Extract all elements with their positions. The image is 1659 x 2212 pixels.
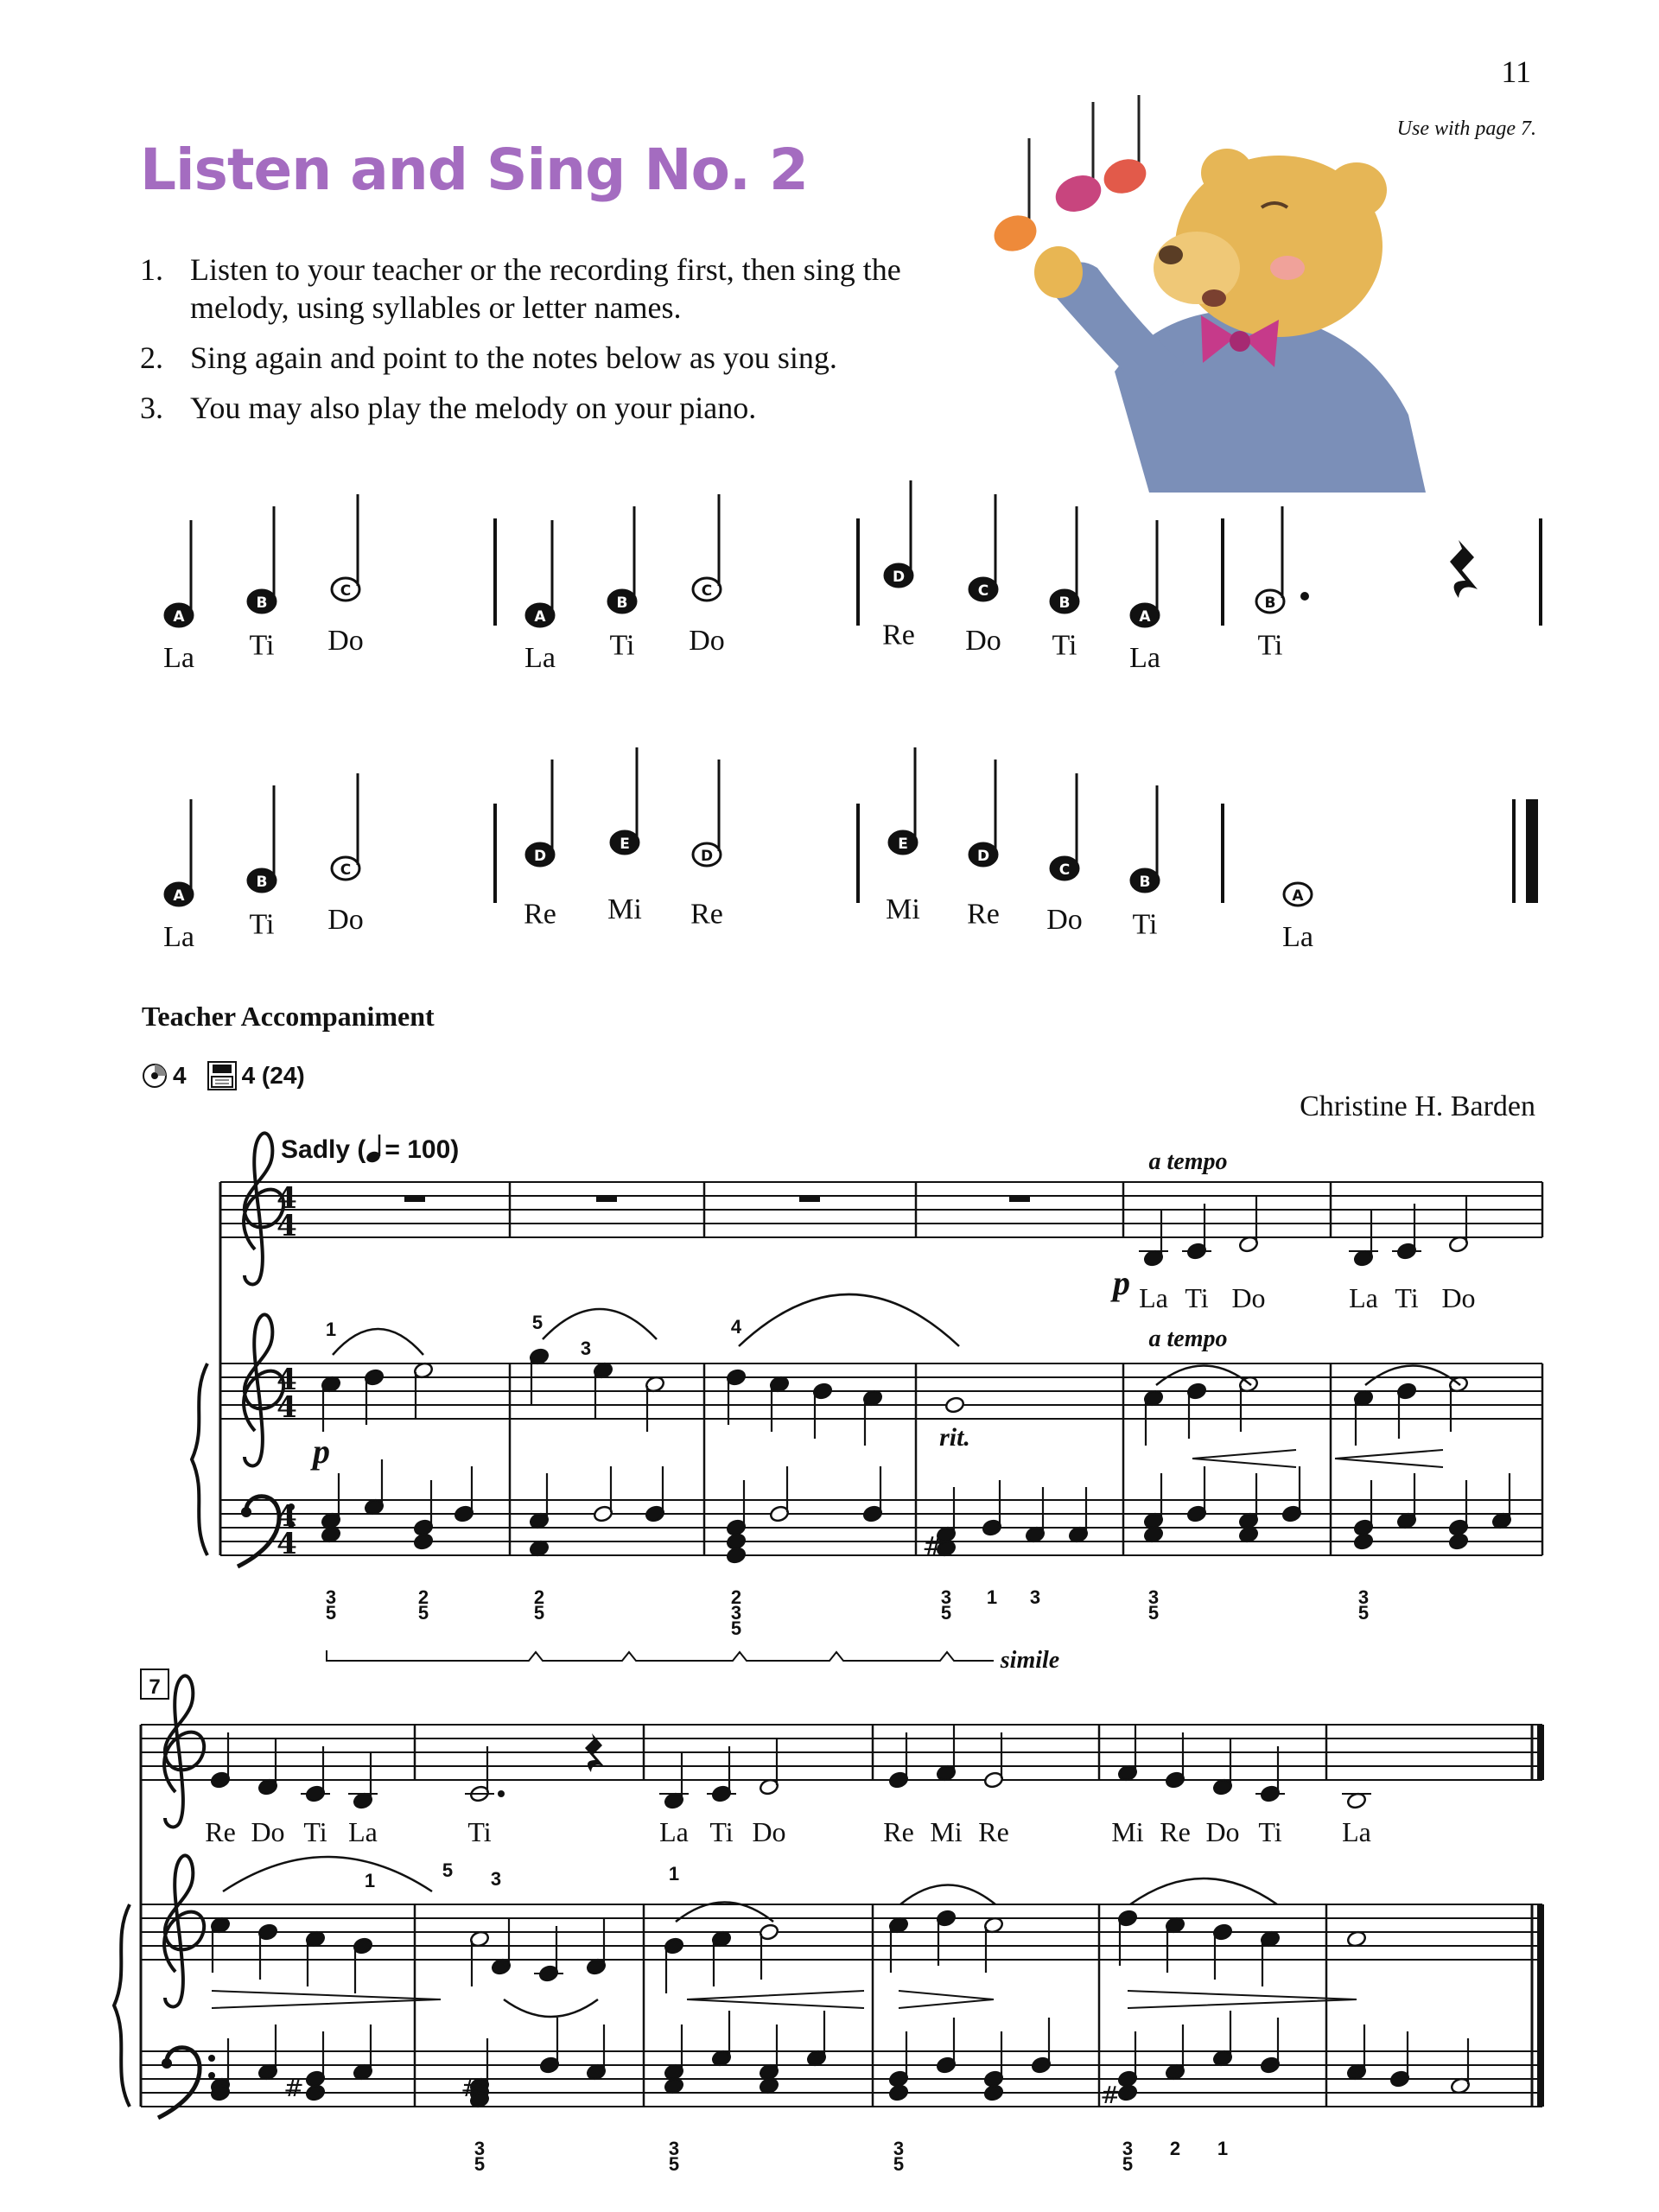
teacher-accompaniment-label: Teacher Accompaniment bbox=[142, 1001, 435, 1032]
slur bbox=[504, 1999, 598, 2017]
dynamic-p: p bbox=[1113, 1263, 1130, 1302]
solfege-syllable: Ti bbox=[1132, 908, 1158, 941]
letter-note bbox=[1051, 506, 1078, 662]
voice-note bbox=[1139, 1211, 1168, 1267]
lh-note bbox=[1353, 1480, 1374, 1536]
note-letter: D bbox=[892, 569, 906, 586]
use-with-note: Use with page 7. bbox=[1396, 118, 1536, 140]
lh-note bbox=[1117, 2031, 1138, 2088]
sharp-icon: # bbox=[922, 1532, 944, 1562]
note-letter: A bbox=[1292, 887, 1304, 905]
lh-note bbox=[769, 1466, 790, 1522]
solfege-syllable: Re bbox=[882, 619, 915, 652]
grand-staff-brace bbox=[114, 1904, 130, 2107]
lh-note bbox=[586, 2024, 607, 2081]
cd-track-number: 4 bbox=[173, 1062, 187, 1089]
letter-note bbox=[1131, 785, 1159, 941]
accompaniment-system-2 bbox=[114, 1669, 1544, 2175]
solfege-syllable: Do bbox=[327, 904, 364, 936]
lh-note bbox=[1396, 1473, 1417, 1529]
tempo-marking: Sadly ( = 100) bbox=[281, 1135, 460, 1164]
fingering: 5 bbox=[668, 2153, 680, 2175]
whole-rest-icon bbox=[404, 1196, 425, 1202]
rh-note bbox=[664, 1937, 684, 1993]
dot bbox=[498, 1790, 505, 1797]
rh-note bbox=[1260, 1930, 1281, 1986]
fingering: 5 bbox=[730, 1618, 742, 1639]
solfege-syllable: Re bbox=[967, 898, 1000, 931]
solfege-syllable: Do bbox=[965, 625, 1001, 657]
letter-note bbox=[1046, 773, 1083, 936]
rh-note bbox=[645, 1376, 665, 1432]
fingering: 4 bbox=[730, 1316, 742, 1338]
treble-clef-icon bbox=[164, 1855, 204, 2006]
solfege-syllable: Ti bbox=[609, 629, 635, 662]
fingering: 1 bbox=[986, 1586, 998, 1608]
lh-note bbox=[1281, 1466, 1302, 1522]
fingering: 3 bbox=[580, 1338, 592, 1359]
melody-line-1-notes bbox=[163, 480, 1284, 674]
lh-chord-note bbox=[983, 2084, 1004, 2102]
rh-note bbox=[305, 1930, 326, 1986]
voice-note bbox=[1212, 1739, 1233, 1796]
rh-note bbox=[1396, 1382, 1417, 1439]
fingering: 5 bbox=[442, 1859, 454, 1881]
note-letter: D bbox=[533, 848, 547, 865]
crescendo-hairpin bbox=[1335, 1450, 1443, 1467]
voice-note bbox=[1238, 1197, 1259, 1253]
solfege-syllable: Mi bbox=[607, 893, 642, 925]
rh-note bbox=[1212, 1923, 1233, 1980]
voice-note bbox=[1342, 1792, 1371, 1810]
time-signature-bottom: 4 bbox=[276, 1527, 297, 1561]
letter-note bbox=[1129, 520, 1160, 674]
rh-note bbox=[711, 1930, 732, 1986]
fingering: 2 bbox=[1169, 2138, 1181, 2159]
letter-note bbox=[524, 760, 556, 931]
note-letter: A bbox=[534, 608, 546, 626]
lh-note bbox=[593, 1466, 613, 1522]
lh-note bbox=[1186, 1466, 1207, 1522]
rh-note bbox=[944, 1396, 965, 1414]
time-signature-top: 4 bbox=[276, 1499, 297, 1534]
rh-note bbox=[812, 1382, 833, 1439]
voice-note bbox=[1117, 1726, 1138, 1782]
lh-note bbox=[353, 2024, 373, 2081]
solfege-syllable: Ti bbox=[249, 629, 275, 662]
time-signature-bottom: 4 bbox=[276, 1390, 297, 1425]
lh-chord-note bbox=[413, 1533, 434, 1551]
final-barline bbox=[1537, 1904, 1544, 2107]
ritardando-marking: rit. bbox=[939, 1423, 970, 1452]
a-tempo-marking: a tempo bbox=[1148, 1148, 1228, 1175]
note-letter: B bbox=[1058, 594, 1071, 612]
fingering: 3 bbox=[1357, 1586, 1370, 1608]
fingering: 5 bbox=[325, 1602, 337, 1624]
sharp-icon: # bbox=[1100, 2081, 1121, 2109]
midi-disk-icon bbox=[207, 1061, 237, 1090]
lyric-syllable: Ti bbox=[1258, 1816, 1282, 1847]
voice-note bbox=[257, 1739, 278, 1796]
rh-inner-note bbox=[534, 1926, 563, 1982]
solfege-syllable: Mi bbox=[886, 893, 920, 925]
rh-note bbox=[983, 1916, 1004, 1973]
letter-note bbox=[882, 480, 915, 652]
lyric-syllable: La bbox=[1342, 1816, 1371, 1847]
fingering: 5 bbox=[940, 1602, 952, 1624]
fingering: 3 bbox=[893, 2138, 905, 2159]
voice-note bbox=[1255, 1746, 1285, 1802]
letter-note bbox=[967, 760, 1000, 931]
slur bbox=[900, 1885, 995, 1905]
note-letter: A bbox=[1139, 608, 1151, 626]
lyric-syllable: Re bbox=[883, 1816, 914, 1847]
voice-note bbox=[1392, 1204, 1421, 1260]
fingering: 3 bbox=[940, 1586, 952, 1608]
lh-note bbox=[1031, 2018, 1052, 2074]
fingering: 5 bbox=[1147, 1602, 1160, 1624]
track-info bbox=[142, 1061, 305, 1090]
letter-note bbox=[248, 506, 276, 662]
sharp-icon: # bbox=[461, 2074, 481, 2102]
lh-note bbox=[982, 1480, 1002, 1536]
solfege-syllable: La bbox=[163, 642, 194, 674]
note-letter: E bbox=[620, 836, 630, 853]
fingering: 5 bbox=[531, 1312, 543, 1333]
solfege-syllable: Ti bbox=[1052, 629, 1077, 662]
lyric-syllable: La bbox=[348, 1816, 378, 1847]
lh-chord-note bbox=[305, 2084, 326, 2102]
lh-note bbox=[413, 1480, 434, 1536]
lh-note bbox=[1448, 1480, 1469, 1536]
time-signature-top: 4 bbox=[276, 1363, 297, 1397]
solfege-syllable: Do bbox=[1046, 904, 1083, 936]
piano-left-hand-staff bbox=[141, 2048, 1542, 2118]
fingering: 1 bbox=[668, 1863, 680, 1885]
fingering: 3 bbox=[474, 2138, 486, 2159]
lh-note bbox=[1450, 2038, 1471, 2094]
note-letter: E bbox=[898, 836, 908, 853]
slur bbox=[1156, 1366, 1251, 1386]
rh-note bbox=[257, 1923, 278, 1980]
quarter-note-icon bbox=[365, 1134, 385, 1163]
lyric-syllable: Mi bbox=[1111, 1816, 1144, 1847]
whole-rest-icon bbox=[1009, 1196, 1030, 1202]
rh-note bbox=[888, 1916, 909, 1973]
lh-chord-note bbox=[1353, 1533, 1374, 1551]
letter-note bbox=[690, 760, 723, 931]
rh-note bbox=[321, 1376, 341, 1432]
fingering: 3 bbox=[1029, 1586, 1041, 1608]
letter-note bbox=[327, 494, 364, 657]
lh-note bbox=[1260, 2018, 1281, 2074]
instruction-item: 3. You may also play the melody on your piano. bbox=[140, 391, 757, 425]
note-letter: A bbox=[173, 887, 185, 905]
voice-note bbox=[1165, 1732, 1185, 1789]
lyric-syllable: Ti bbox=[1185, 1282, 1209, 1313]
rh-note bbox=[936, 1910, 957, 1966]
fingering: 3 bbox=[1147, 1586, 1160, 1608]
instruction-item: 1. Listen to your teacher or the recording first, then sing the melody, using syllables or letter names. bbox=[140, 252, 901, 325]
fingering: 3 bbox=[1122, 2138, 1134, 2159]
treble-clef-icon bbox=[164, 1675, 204, 1827]
piano-right-hand-staff bbox=[141, 1855, 1542, 2006]
lh-note bbox=[1165, 2024, 1185, 2081]
lh-note bbox=[1212, 2011, 1233, 2067]
solfege-syllable: La bbox=[163, 921, 194, 953]
note-letter: D bbox=[700, 848, 714, 865]
rh-note bbox=[593, 1362, 613, 1418]
rh-note bbox=[726, 1369, 747, 1425]
lh-chord-note bbox=[888, 2084, 909, 2102]
lyric-syllable: La bbox=[1349, 1282, 1378, 1313]
letter-note bbox=[965, 494, 1001, 657]
solfege-syllable: Do bbox=[689, 625, 725, 657]
rh-inner-note bbox=[491, 1919, 512, 1975]
whole-rest-icon bbox=[596, 1196, 617, 1202]
voice-note bbox=[1448, 1197, 1469, 1253]
sharp-icon: # bbox=[283, 2074, 304, 2102]
a-tempo-marking: a tempo bbox=[1148, 1325, 1228, 1352]
voice-note bbox=[301, 1746, 330, 1802]
lyric-syllable: Do bbox=[1231, 1282, 1266, 1313]
pedal-bracket bbox=[327, 1650, 994, 1661]
time-signature-bottom: 4 bbox=[276, 1209, 297, 1243]
voice-note bbox=[659, 1753, 689, 1809]
fingering: 5 bbox=[417, 1602, 429, 1624]
fingering: 5 bbox=[893, 2153, 905, 2175]
lyric-syllable: Do bbox=[1205, 1816, 1240, 1847]
rh-note bbox=[1353, 1389, 1374, 1446]
voice-note bbox=[348, 1753, 378, 1809]
lh-note bbox=[1238, 1473, 1259, 1529]
lh-note bbox=[726, 1480, 747, 1536]
note-letter: D bbox=[976, 848, 990, 865]
lh-note bbox=[664, 2024, 684, 2081]
lh-note bbox=[1346, 2024, 1367, 2081]
crescendo-hairpin bbox=[687, 1991, 864, 2008]
page-title: Listen and Sing No. 2 bbox=[140, 137, 808, 203]
fingering: 5 bbox=[533, 1602, 545, 1624]
rh-note bbox=[353, 1937, 373, 1993]
lh-note bbox=[1143, 1473, 1164, 1529]
fingering: 2 bbox=[730, 1586, 742, 1608]
rh-note bbox=[210, 1916, 231, 1973]
time-signature-top: 4 bbox=[276, 1181, 297, 1216]
lyric-syllable: Re bbox=[205, 1816, 236, 1847]
fingering: 5 bbox=[1357, 1602, 1370, 1624]
letter-note bbox=[524, 520, 556, 674]
melody-line-2-notes bbox=[163, 747, 1313, 953]
note-letter: B bbox=[1139, 874, 1151, 891]
rh-note bbox=[413, 1362, 434, 1418]
rh-note bbox=[364, 1369, 385, 1425]
rh-note bbox=[769, 1376, 790, 1432]
lyric-syllable: Ti bbox=[467, 1816, 492, 1847]
final-barline bbox=[1537, 1725, 1544, 1780]
voice-note bbox=[707, 1746, 736, 1802]
rh-note bbox=[1165, 1916, 1185, 1973]
lyric-syllable: Do bbox=[251, 1816, 285, 1847]
lyric-syllable: Ti bbox=[1395, 1282, 1419, 1313]
fingering: 3 bbox=[490, 1868, 502, 1890]
voice-note bbox=[888, 1732, 909, 1789]
lyric-syllable: Do bbox=[1441, 1282, 1476, 1313]
fingering: 3 bbox=[325, 1586, 337, 1608]
voice-note bbox=[759, 1739, 779, 1796]
letter-note bbox=[608, 506, 636, 662]
voice-note bbox=[983, 1732, 1004, 1789]
quarter-rest-icon bbox=[1450, 540, 1478, 598]
lh-note bbox=[983, 2031, 1004, 2088]
note-letter: C bbox=[340, 582, 352, 600]
instruction-item: 2. Sing again and point to the notes below as you sing. bbox=[140, 340, 837, 375]
note-letter: B bbox=[256, 874, 268, 891]
melody-line-2 bbox=[495, 799, 1538, 903]
lh-note bbox=[862, 1466, 883, 1522]
solfege-syllable: Re bbox=[690, 898, 723, 931]
fingering: 3 bbox=[730, 1602, 742, 1624]
lyric-syllable: La bbox=[1139, 1282, 1168, 1313]
lh-note bbox=[711, 2011, 732, 2067]
fingering: 2 bbox=[417, 1586, 429, 1608]
lh-note bbox=[1389, 2031, 1410, 2088]
lyric-syllable: Re bbox=[978, 1816, 1009, 1847]
solfege-syllable: Do bbox=[327, 625, 364, 657]
rh-note bbox=[529, 1348, 550, 1404]
fingering: 2 bbox=[533, 1586, 545, 1608]
note-letter: C bbox=[701, 582, 713, 600]
voice-note bbox=[1349, 1211, 1378, 1267]
rh-inner-note bbox=[586, 1919, 607, 1975]
lyric-syllable: Do bbox=[752, 1816, 786, 1847]
lh-note bbox=[321, 1473, 341, 1529]
decrescendo-hairpin bbox=[1128, 1991, 1357, 2008]
rh-note bbox=[1186, 1382, 1207, 1439]
simile-marking: simile bbox=[1000, 1647, 1060, 1674]
decrescendo-hairpin bbox=[212, 1991, 441, 2008]
lyric-syllable: Ti bbox=[303, 1816, 327, 1847]
lyric-syllable: Mi bbox=[930, 1816, 963, 1847]
lh-note bbox=[1025, 1487, 1046, 1543]
voice-note bbox=[1182, 1204, 1211, 1260]
lh-note bbox=[529, 1473, 550, 1529]
lh-note bbox=[888, 2031, 909, 2088]
voice-note bbox=[210, 1732, 231, 1789]
fingering: 3 bbox=[668, 2138, 680, 2159]
cd-icon bbox=[142, 1063, 168, 1089]
slur bbox=[543, 1309, 657, 1339]
fingering: 5 bbox=[1122, 2153, 1134, 2175]
slur bbox=[1130, 1878, 1277, 1904]
lh-note bbox=[759, 2024, 779, 2081]
rh-note bbox=[1143, 1389, 1164, 1446]
lh-note bbox=[806, 2011, 827, 2067]
rh-note bbox=[1117, 1910, 1138, 1966]
lh-note bbox=[257, 2024, 278, 2081]
rh-note bbox=[469, 1930, 490, 1986]
lyric-syllable: Re bbox=[1160, 1816, 1191, 1847]
solfege-syllable: Re bbox=[524, 898, 556, 931]
letter-note bbox=[689, 494, 725, 657]
fingering: 1 bbox=[1217, 2138, 1229, 2159]
note-letter: A bbox=[173, 608, 185, 626]
note-letter: B bbox=[256, 594, 268, 612]
note-letter: B bbox=[616, 594, 628, 612]
lh-note bbox=[645, 1466, 665, 1522]
accompaniment-system-1 bbox=[192, 1133, 1542, 1674]
fingering: 5 bbox=[474, 2153, 486, 2175]
letter-note bbox=[248, 785, 276, 941]
voice-note bbox=[465, 1746, 494, 1802]
note-letter: C bbox=[977, 582, 989, 600]
fingering: 1 bbox=[364, 1870, 376, 1891]
piano-right-hand-staff bbox=[220, 1314, 1542, 1465]
letter-note bbox=[1256, 506, 1284, 662]
measure-number: 7 bbox=[149, 1675, 161, 1699]
lh-note bbox=[1068, 1487, 1089, 1543]
voice-staff bbox=[141, 1675, 1542, 1827]
lh-chord-note bbox=[726, 1547, 747, 1565]
fingering: 1 bbox=[325, 1319, 337, 1340]
slur bbox=[739, 1294, 959, 1346]
grand-staff-brace bbox=[192, 1363, 207, 1555]
lh-note bbox=[305, 2031, 326, 2088]
letter-note bbox=[327, 773, 364, 936]
note-letter: B bbox=[1264, 594, 1276, 612]
midi-track-number: 4 (24) bbox=[241, 1062, 305, 1089]
melody-line-1 bbox=[495, 518, 1541, 626]
letter-note bbox=[163, 799, 194, 953]
solfege-syllable: Ti bbox=[249, 908, 275, 941]
slur bbox=[223, 1857, 432, 1891]
note-letter: C bbox=[340, 861, 352, 879]
letter-note bbox=[1282, 883, 1313, 953]
decrescendo-hairpin bbox=[899, 1991, 994, 2008]
lh-note bbox=[539, 2018, 560, 2074]
slur bbox=[333, 1329, 423, 1355]
letter-note bbox=[607, 747, 642, 925]
note-letter: C bbox=[1058, 861, 1071, 879]
crescendo-hairpin bbox=[1192, 1450, 1296, 1467]
lyric-syllable: La bbox=[659, 1816, 689, 1847]
lh-note bbox=[936, 2018, 957, 2074]
lh-note bbox=[1491, 1473, 1512, 1529]
solfege-syllable: La bbox=[1282, 921, 1313, 953]
rh-note bbox=[862, 1389, 883, 1446]
solfege-syllable: Ti bbox=[1257, 629, 1283, 662]
lh-chord-note bbox=[1448, 1533, 1469, 1551]
voice-note bbox=[936, 1726, 957, 1782]
composer-name: Christine H. Barden bbox=[1300, 1090, 1535, 1122]
lh-note bbox=[454, 1466, 474, 1522]
whole-rest-icon bbox=[799, 1196, 820, 1202]
dynamic-p: p bbox=[313, 1432, 330, 1471]
solfege-syllable: La bbox=[524, 642, 556, 674]
lyric-syllable: Ti bbox=[709, 1816, 734, 1847]
lh-note bbox=[364, 1459, 385, 1516]
letter-note bbox=[163, 520, 194, 674]
letter-note bbox=[886, 747, 920, 925]
rh-note bbox=[759, 1923, 779, 1980]
page-number: 11 bbox=[1501, 54, 1531, 89]
solfege-syllable: La bbox=[1129, 642, 1160, 674]
slur bbox=[1365, 1366, 1460, 1386]
